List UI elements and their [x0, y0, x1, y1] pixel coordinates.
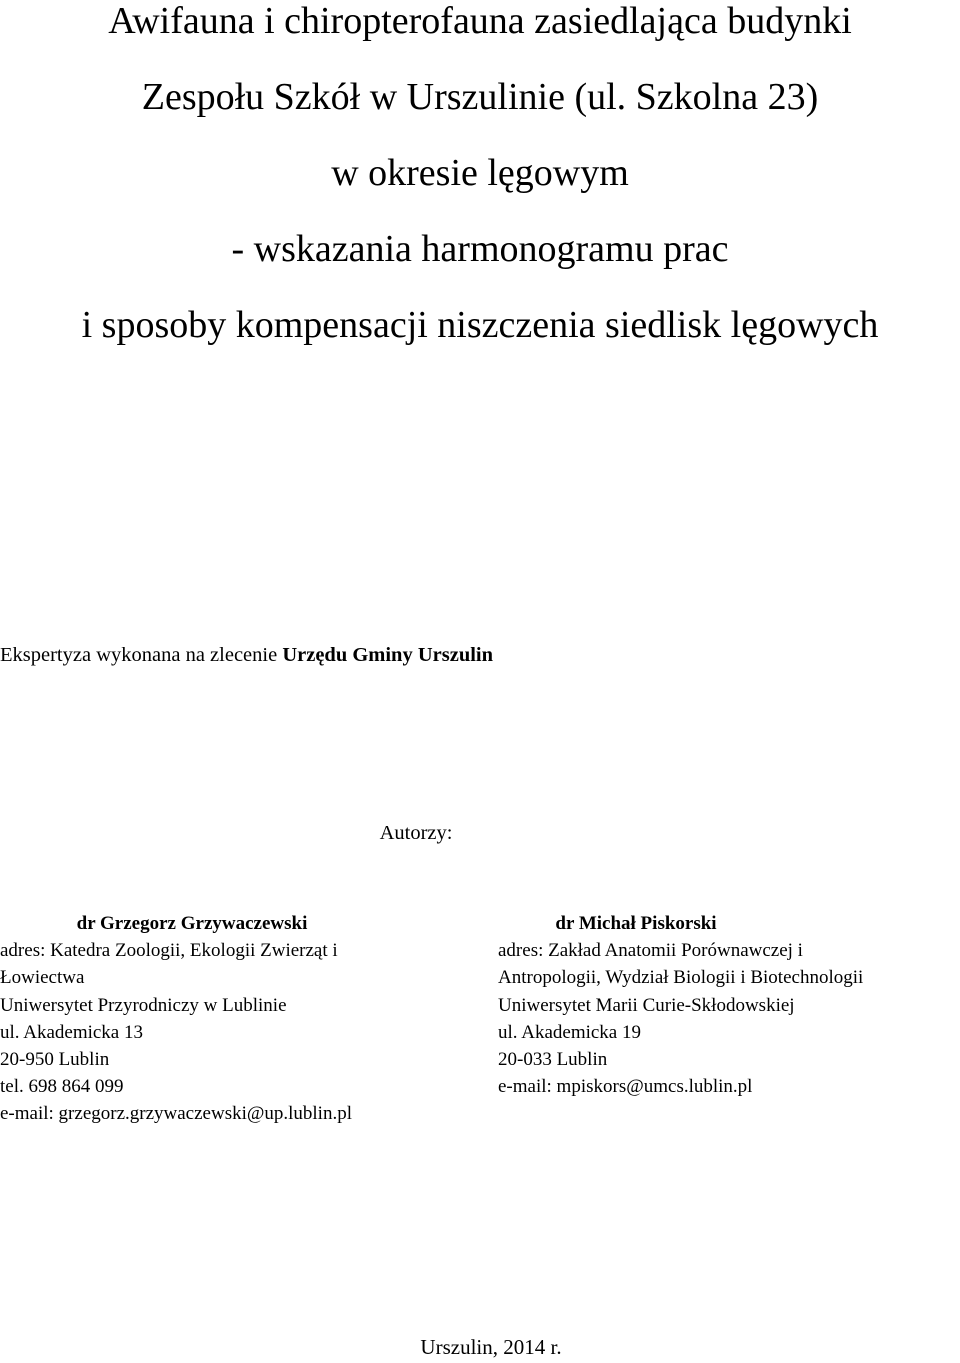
- author-address-line: adres: Katedra Zoologii, Ekologii Zwierząt i: [0, 940, 338, 962]
- title-line-5: i sposoby kompensacji niszczenia siedlisk lęgowych: [81, 304, 879, 346]
- commission-prefix: Ekspertyza wykonana na zlecenie: [0, 644, 283, 666]
- commission-statement: [0, 640, 493, 670]
- author-address-line: Uniwersytet Przyrodniczy w Lublinie: [0, 994, 287, 1016]
- commission-client: Urzędu Gminy Urszulin: [282, 644, 494, 666]
- title-line-4: - wskazania harmonogramu prac: [231, 228, 729, 270]
- author-phone: tel. 698 864 099: [0, 1076, 124, 1098]
- author-name: dr Grzegorz Grzywaczewski: [76, 913, 308, 934]
- author-address-line: Uniwersytet Marii Curie-Skłodowskiej: [498, 994, 795, 1016]
- title-line-2: Zespołu Szkół w Urszulinie (ul. Szkolna 23): [141, 76, 819, 118]
- author-address-line: 20-950 Lublin: [0, 1049, 110, 1071]
- author-email: e-mail: grzegorz.grzywaczewski@up.lublin.pl: [0, 1103, 352, 1125]
- place-and-date: Urszulin, 2014 r.: [420, 1335, 562, 1359]
- authors-label: Autorzy:: [379, 822, 453, 844]
- title-line-1: Awifauna i chiropterofauna zasiedlająca budynki: [108, 0, 852, 42]
- document-title: [0, 0, 960, 363]
- author-name: dr Michał Piskorski: [555, 913, 717, 934]
- author-email: e-mail: mpiskors@umcs.lublin.pl: [498, 1076, 753, 1098]
- author-block-piskorski: [498, 910, 960, 1100]
- title-line-3: w okresie lęgowym: [331, 152, 629, 194]
- author-block-grzywaczewski: [0, 910, 460, 1128]
- author-address-line: ul. Akademicka 13: [0, 1021, 143, 1043]
- author-address-line: adres: Zakład Anatomii Porównawczej i: [498, 940, 803, 962]
- author-address-line: 20-033 Lublin: [498, 1049, 608, 1071]
- author-address-line: Antropologii, Wydział Biologii i Biotechnologii: [498, 967, 864, 989]
- author-address-line: Łowiectwa: [0, 967, 85, 989]
- author-address-line: ul. Akademicka 19: [498, 1021, 641, 1043]
